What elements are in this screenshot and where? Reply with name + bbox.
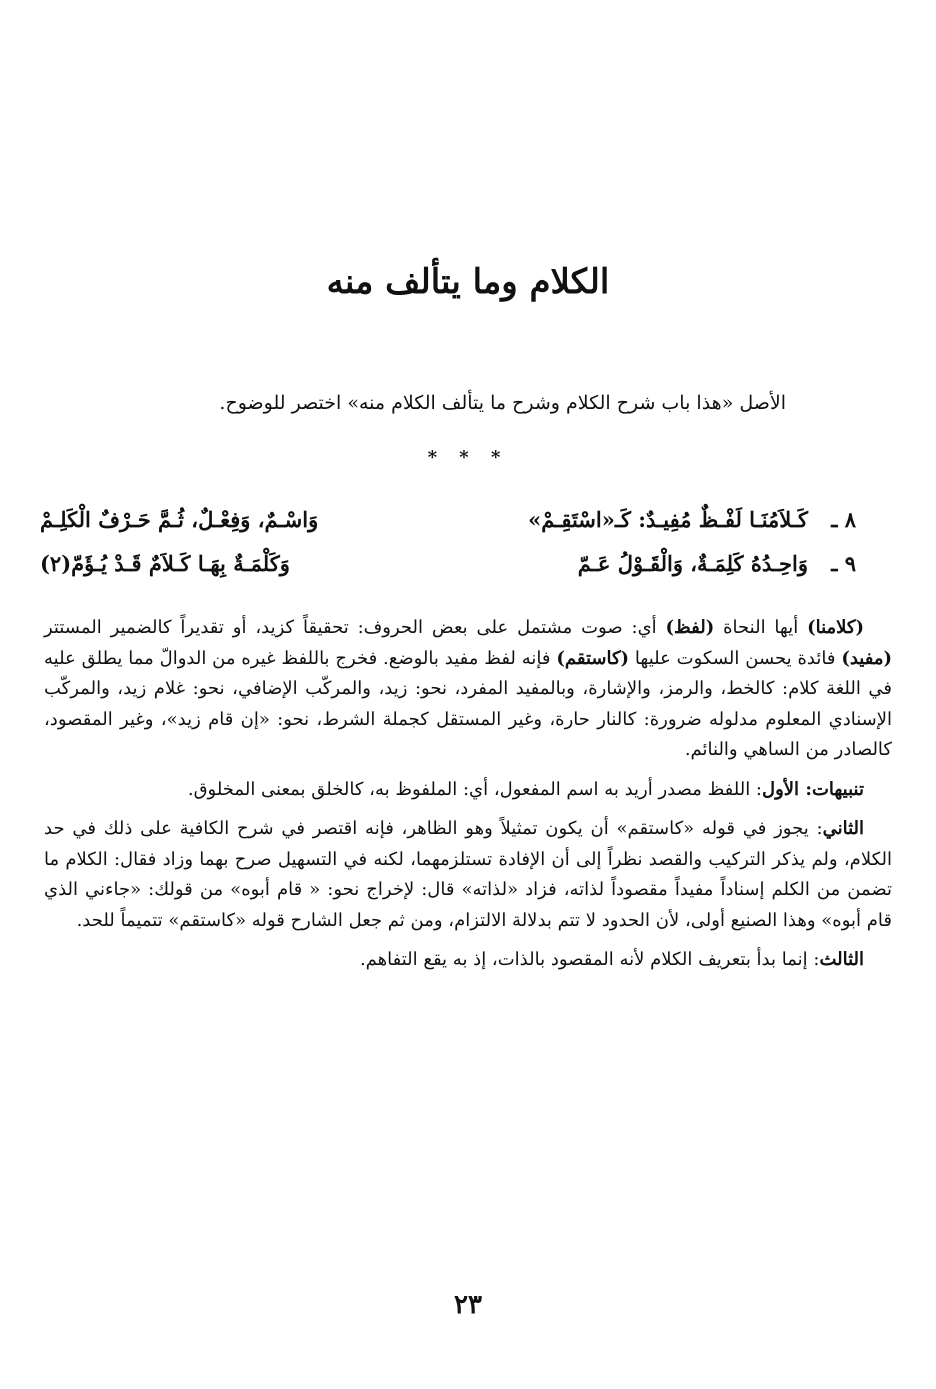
bold-term: الأول <box>762 778 800 800</box>
paragraph-text: فائدة يحسن السكوت عليها <box>629 647 842 669</box>
section-separator: * * * <box>427 447 509 468</box>
paragraph-text: أي: صوت مشتمل على بعض الحروف: تحقيقاً كزيد، أو تقديراً كالضمير المستتر <box>44 617 666 638</box>
verse-number: ٩ ـ <box>831 551 856 576</box>
notes-label: تنبيهات: <box>799 778 864 800</box>
bold-term: (لفظ) <box>665 617 715 638</box>
commentary-paragraph <box>44 613 892 766</box>
paragraph-text: : إنما بدأ بتعريف الكلام لأنه المقصود بالذات، إذ به يقع التفاهم. <box>359 949 820 970</box>
verse-second-half: وَاسْـمٌ، وَفِعْـلٌ، ثُـمَّ حَـرْفٌ الْكَلِـمْ <box>39 507 319 532</box>
paragraph-text: : يجوز في قوله «كاستقم» أن يكون تمثيلاً وهو الظاهر، فإنه اقتصر في شرح الكافية على ذلك في حد الكلام، ولم يذكر التركيب والقصد نظراً إلى أن الإفادة تستلزمهما، لكنه في التسهيل صرح بهما وزاد فقال: الكلام ما تضمن من الكلم إسناداً مفيداً مقصوداً لذاته، فزاد «لذاته» قال: لإخراج نحو: « قام أبوه» من قولك: «جاءني الذي قام أبوه» وهذا الصنيع أولى، لأن الحدود لا تتم بدلالة الالتزام، ومن ثم جعل الشارح قوله «كاستقم» تتميماً للحد. <box>44 818 892 931</box>
intro-note: الأصل «هذا باب شرح الكلام وشرح ما يتألف الكلام منه» اختصر للوضوح. <box>219 392 786 414</box>
commentary-paragraph <box>44 775 892 806</box>
verse-first-half: كَـلاَمُنَـا لَفْـظٌ مُفِيـدٌ: كَـ«اسْتَقِـمْ» <box>528 507 808 532</box>
verse-line <box>40 551 856 595</box>
paragraph-text: فإنه لفظ مفيد بالوضع. فخرج باللفظ غيره من الدوالّ مما يطلق عليه في اللغة كلام: كالخط، والرمز، والإشارة، وبالمفيد المفرد، نحو: زيد، والمركّب الإضافي، نحو: غلام زيد، والمركّب الإسنادي المعلوم مدلوله ضرورة: كالنار حارة، وغير المستقل كجملة الشرط، نحو: «إن قام زيد»، وغير المقصود، كالصادر من الساهي والنائم. <box>44 647 892 760</box>
bold-term: الثاني <box>822 818 864 839</box>
paragraph-text: أيها النحاة <box>714 617 808 638</box>
commentary-paragraph <box>44 945 892 976</box>
verse-number: ٨ ـ <box>831 507 856 532</box>
commentary-paragraph <box>44 814 892 936</box>
verse-line <box>40 507 856 551</box>
verse-second-half: وَكَلْمَـةٌ بِهَـا كَـلاَمٌ قَـدْ يُـؤَمّ(٢) <box>39 551 290 576</box>
bold-term: الثالث <box>819 949 864 970</box>
bold-term: (كلامنا) <box>807 617 864 638</box>
commentary <box>44 613 892 985</box>
verse-first-half: وَاحِـدُهُ كَلِمَـةٌ، وَالْقَـوْلُ عَـمّ <box>577 551 808 576</box>
paragraph-text: : اللفظ مصدر أريد به اسم المفعول، أي: الملفوظ به، كالخلق بمعنى المخلوق. <box>187 778 762 800</box>
chapter-title: الكلام وما يتألف منه <box>326 262 610 302</box>
verse-block <box>40 507 856 595</box>
page-number: ٢٣ <box>454 1290 482 1320</box>
bold-term: (كاستقم) <box>556 647 630 669</box>
bold-term: (مفيد) <box>841 647 893 669</box>
